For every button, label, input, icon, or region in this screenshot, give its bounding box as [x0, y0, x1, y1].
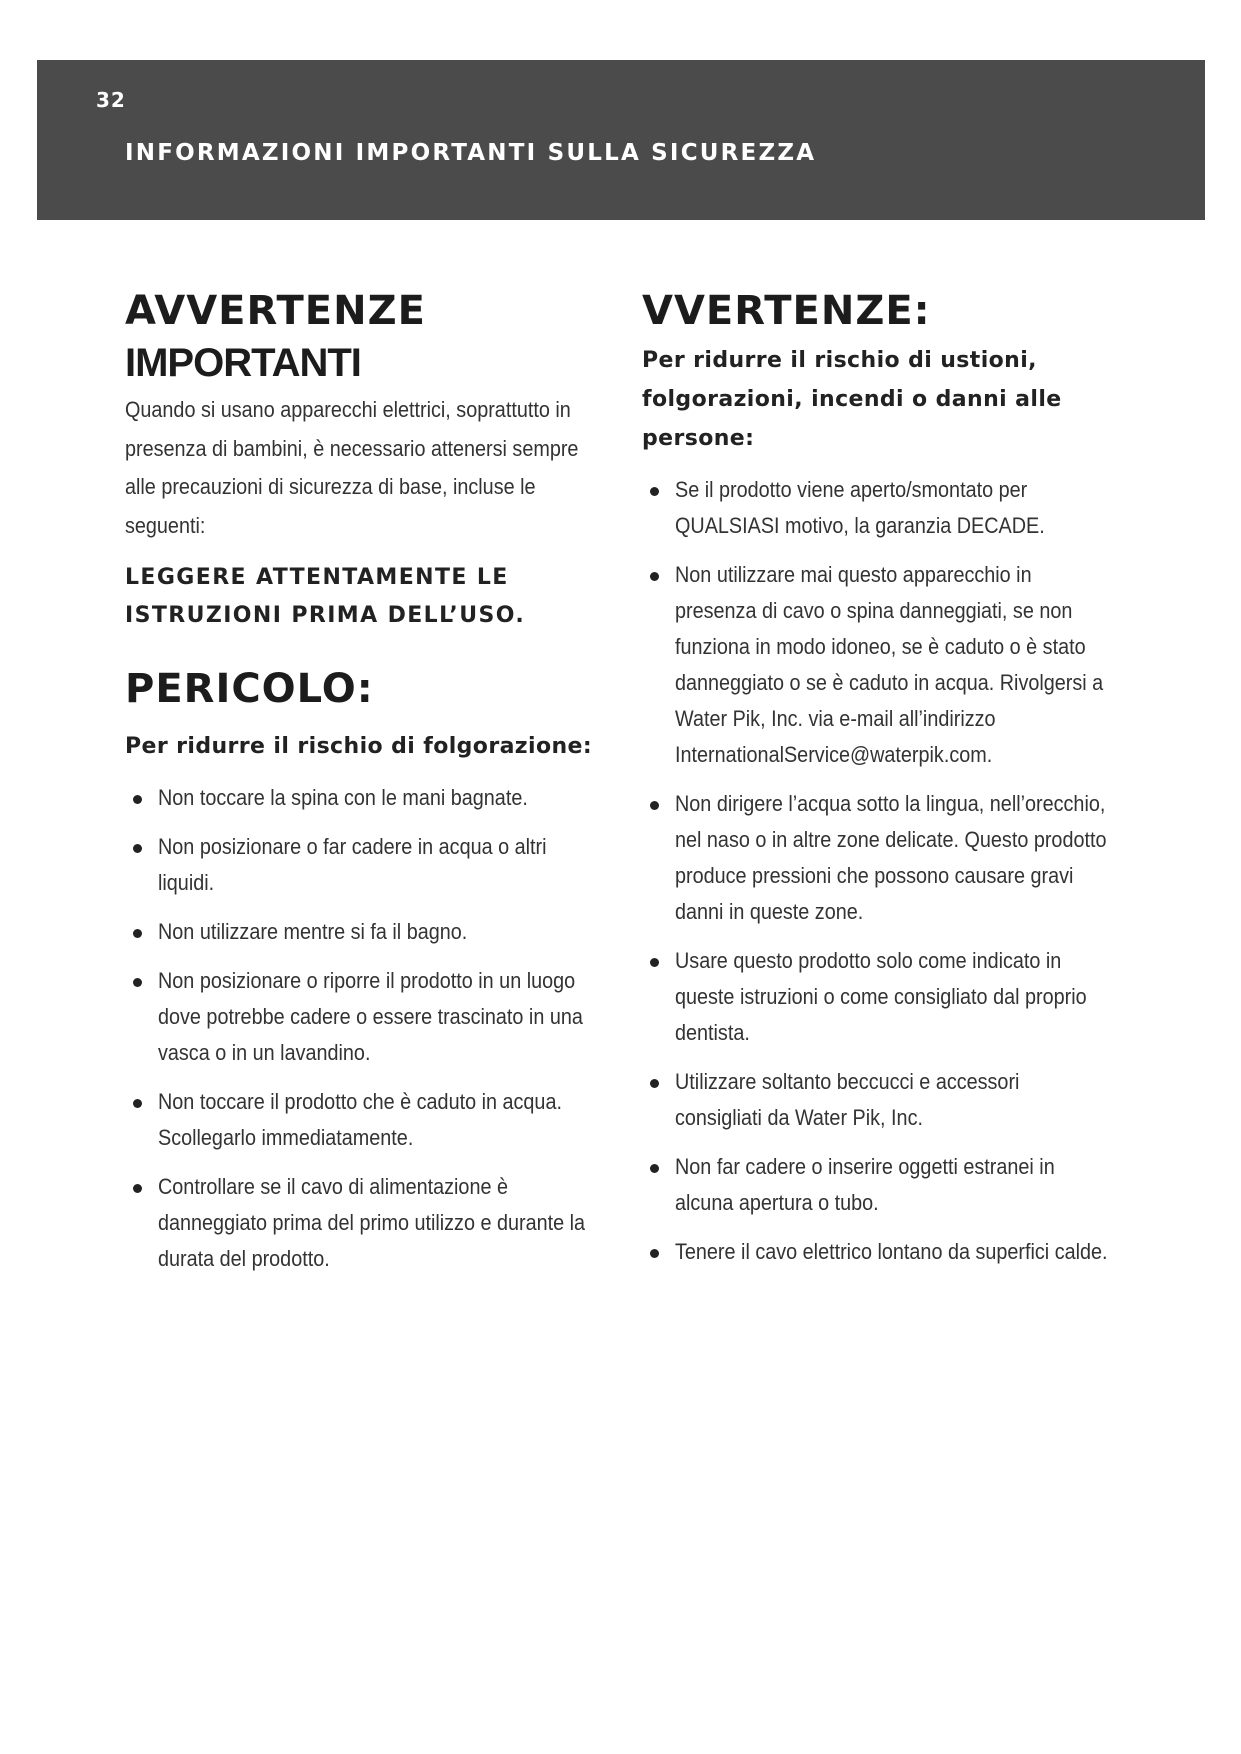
list-item: Non far cadere o inserire oggetti estranei in alcuna apertura o tubo. [642, 1149, 1112, 1221]
list-item: Utilizzare soltanto beccucci e accessori consigliati da Water Pik, Inc. [642, 1064, 1112, 1136]
right-column [642, 285, 1112, 1283]
header-band [37, 60, 1205, 220]
left-column [125, 285, 595, 1290]
danger-subheading: Per ridurre il rischio di folgorazione: [125, 734, 593, 759]
list-item: Non posizionare o riporre il prodotto in un luogo dove potrebbe cadere o essere trascinato in una vasca o in un lavandino. [125, 963, 595, 1071]
list-item: Non toccare la spina con le mani bagnate. [125, 780, 595, 816]
warnings-subheading: Per ridurre il rischio di ustioni, folgorazioni, incendi o danni alle persone: [642, 348, 1062, 451]
list-item: Se il prodotto viene aperto/smontato per QUALSIASI motivo, la garanzia DECADE. [642, 472, 1112, 544]
list-item: Non utilizzare mai questo apparecchio in presenza di cavo o spina danneggiati, se non funziona in modo idoneo, se è caduto o è stato danneggiato o se è caduto in acqua. Rivolgersi a Water Pik, Inc. via e-mail all’indirizzo InternationalService@waterpik.com. [642, 557, 1112, 773]
important-warnings-heading [125, 285, 595, 389]
bullet-icon [133, 1099, 142, 1108]
bullet-icon [133, 844, 142, 853]
read-instructions-note: LEGGERE ATTENTAMENTE LE ISTRUZIONI PRIMA DELL’USO. [125, 565, 526, 628]
list-item: Tenere il cavo elettrico lontano da superfici calde. [642, 1234, 1112, 1270]
bullet-icon [650, 572, 659, 581]
list-item: Non utilizzare mentre si fa il bagno. [125, 914, 595, 950]
section-title: INFORMAZIONI IMPORTANTI SULLA SICUREZZA [125, 140, 817, 166]
bullet-icon [133, 1184, 142, 1193]
warnings-list [642, 472, 1112, 1270]
danger-heading: PERICOLO: [125, 666, 374, 712]
bullet-icon [133, 795, 142, 804]
page-number: 32 [96, 88, 126, 112]
bullet-icon [133, 929, 142, 938]
bullet-icon [650, 487, 659, 496]
bullet-icon [650, 801, 659, 810]
list-item: Non dirigere l’acqua sotto la lingua, nell’orecchio, nel naso o in altre zone delicate. Questo prodotto produce pressioni che possono causare gravi danni in queste zone. [642, 786, 1112, 930]
bullet-icon [133, 978, 142, 987]
bullet-icon [650, 1249, 659, 1258]
heading-line-1: AVVERTENZE [125, 288, 426, 334]
bullet-icon [650, 1079, 659, 1088]
list-item: Usare questo prodotto solo come indicato in queste istruzioni o come consigliato dal proprio dentista. [642, 943, 1112, 1051]
bullet-icon [650, 958, 659, 967]
list-item: Non toccare il prodotto che è caduto in acqua. Scollegarlo immediatamente. [125, 1084, 595, 1156]
bullet-icon [650, 1164, 659, 1173]
heading-line-2: IMPORTANTI [125, 341, 361, 385]
danger-list [125, 780, 595, 1277]
warnings-heading: VVERTENZE: [642, 288, 931, 334]
list-item: Controllare se il cavo di alimentazione è danneggiato prima del primo utilizzo e durante la durata del prodotto. [125, 1169, 595, 1277]
intro-paragraph: Quando si usano apparecchi elettrici, soprattutto in presenza di bambini, è necessario attenersi sempre alle precauzioni di sicurezza di base, incluse le seguenti: [125, 397, 579, 538]
list-item: Non posizionare o far cadere in acqua o altri liquidi. [125, 829, 595, 901]
